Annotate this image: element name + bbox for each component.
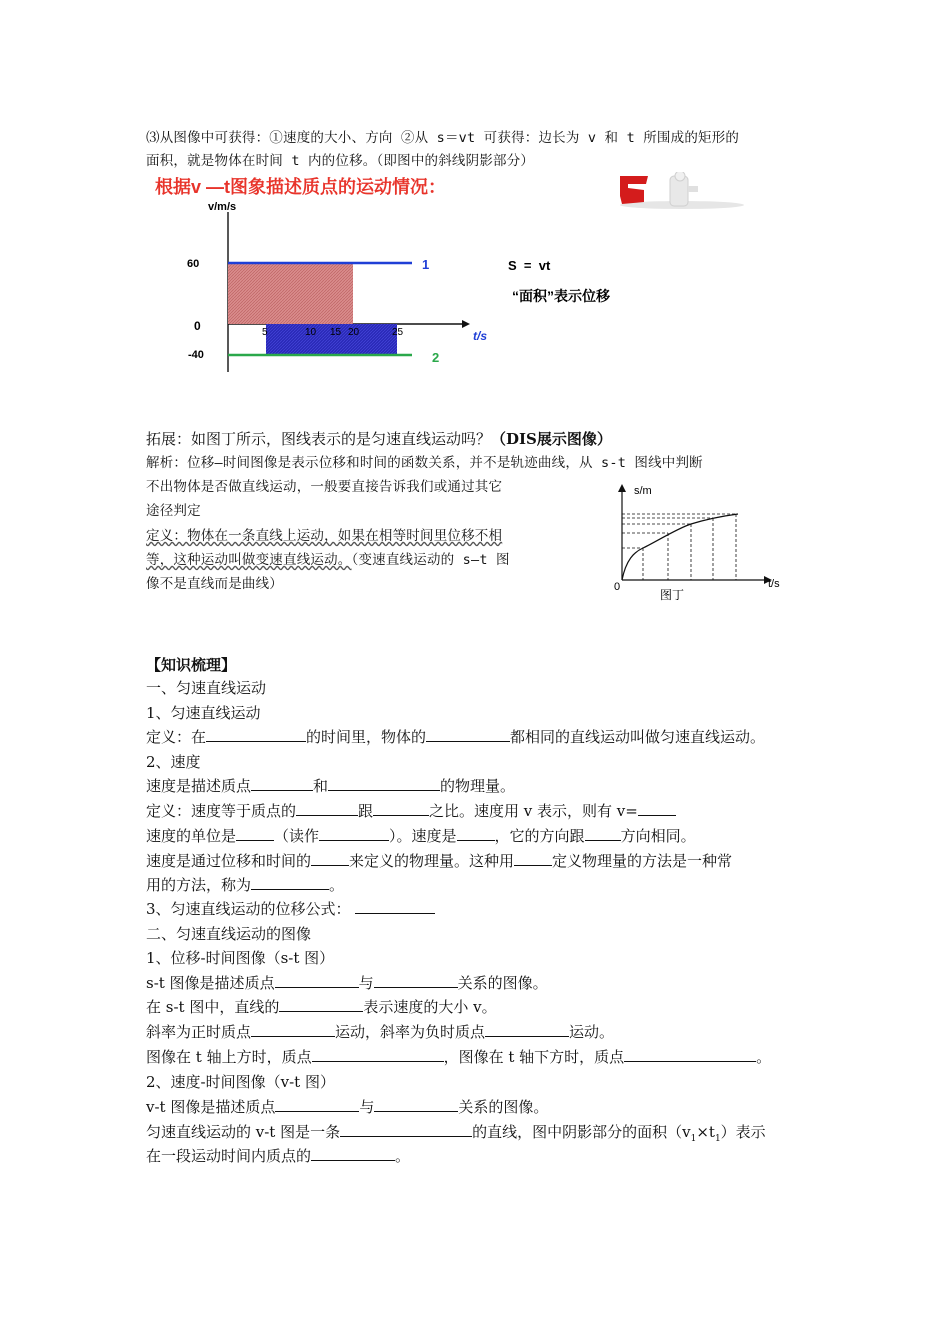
- st-origin: 0: [614, 581, 621, 593]
- speed-unit-line: 速度的单位是 （读作 ）。速度是 ，它的方向跟 方向相同。: [146, 827, 696, 845]
- vt-area-line-2: 在一段运动时间内质点的 。: [146, 1147, 411, 1165]
- blank[interactable]: [373, 800, 429, 816]
- st-caption: 图丁: [660, 588, 685, 602]
- vt-line-2-label: 2: [432, 350, 440, 365]
- vt-figure: [150, 172, 750, 382]
- blank[interactable]: [585, 825, 621, 841]
- intro-line-1: ⑶从图像中可获得：①速度的大小、方向 ②从 s＝vt 可获得：边长为 v 和 t 所围成的矩形的: [146, 130, 740, 146]
- blank[interactable]: [275, 972, 359, 988]
- vt-line-1-label: 1: [422, 257, 430, 272]
- st-desc-line: s-t 图像是描述质点 与 关系的图像。: [146, 974, 548, 992]
- blank[interactable]: [236, 825, 274, 841]
- blank[interactable]: [374, 972, 458, 988]
- vt-xtick-10: 10: [305, 327, 317, 338]
- blank[interactable]: [275, 1096, 359, 1112]
- blank[interactable]: [251, 775, 313, 791]
- extension-analysis-1: 解析：位移—时间图像是表示位移和时间的函数关系，并不是轨迹曲线，从 s-t 图线中判断: [146, 455, 703, 471]
- vt-banner: 根据v —t图象描述质点的运动情况：: [155, 177, 447, 197]
- blank[interactable]: [251, 1021, 335, 1037]
- blank[interactable]: [328, 775, 440, 791]
- section-1-1-title: 1、匀速直线运动: [146, 704, 261, 722]
- blank[interactable]: [340, 1121, 472, 1137]
- speed-via-line: 速度是通过位移和时间的 来定义的物理量。这种用 定义物理量的方法是一种常: [146, 852, 733, 870]
- knowledge-heading: 【知识梳理】: [146, 656, 237, 674]
- vt-xtick-25: 25: [392, 327, 404, 338]
- extension-definition-3: 像不是直线而是曲线）: [146, 576, 283, 592]
- axis-position-line: 图像在 t 轴上方时，质点 ，图像在 t 轴下方时，质点 。: [146, 1048, 772, 1066]
- blank[interactable]: [312, 1046, 444, 1062]
- section-1-3-line: 3、匀速直线运动的位移公式：: [146, 898, 435, 920]
- slope-sign-line: 斜率为正时质点 运动，斜率为负时质点 运动。: [146, 1023, 615, 1041]
- blank[interactable]: [624, 1046, 756, 1062]
- section-2-2-title: 2、速度-时间图像（v-t 图）: [146, 1073, 335, 1091]
- section-1-2-title: 2、速度: [146, 753, 201, 771]
- section-2-1-title: 1、位移-时间图像（s-t 图）: [146, 949, 335, 967]
- vt-ytick-neg40: -40: [188, 349, 204, 361]
- vt-xtick-20: 20: [348, 327, 360, 338]
- vt-xlabel: t/s: [473, 329, 488, 343]
- blank[interactable]: [296, 800, 358, 816]
- blank[interactable]: [374, 1096, 458, 1112]
- st-y-arrow: [618, 484, 626, 492]
- speed-def-line: 定义：速度等于质点的 跟 之比。速度用 v 表示，则有 v=: [146, 800, 676, 822]
- figure-graphic-icon: [620, 172, 744, 209]
- section-1-title: 一、匀速直线运动: [146, 679, 267, 697]
- extension-analysis-3: 途径判定: [146, 503, 201, 519]
- vt-formula: S = vt: [508, 258, 551, 273]
- extension-definition-1: 定义：物体在一条直线上运动，如果在相等时间里位移不相: [146, 528, 503, 544]
- blank[interactable]: [457, 825, 495, 841]
- extension-definition-2: 等，这种运动叫做变速直线运动。（变速直线运动的 s—t 图: [146, 552, 510, 568]
- blank[interactable]: [638, 800, 676, 816]
- blank[interactable]: [514, 850, 552, 866]
- vt-ytick-0: 0: [194, 319, 201, 333]
- blank[interactable]: [251, 874, 329, 890]
- vt-x-arrow: [462, 320, 470, 328]
- speed-desc-line: 速度是描述质点 和 的物理量。: [146, 777, 516, 795]
- extension-question: 拓展：如图丁所示，图线表示的是匀速直线运动吗？（DIS展示图像）: [146, 430, 612, 448]
- blank[interactable]: [355, 898, 435, 914]
- intro-line-2: 面积，就是物体在时间 t 内的位移。（即图中的斜线阴影部分）: [146, 153, 535, 169]
- st-ylabel: s/m: [634, 485, 652, 497]
- blank[interactable]: [206, 726, 306, 742]
- st-slope-line: 在 s-t 图中，直线的 表示速度的大小 v。: [146, 998, 497, 1016]
- section-2-title: 二、匀速直线运动的图像: [146, 925, 312, 943]
- vt-ytick-60: 60: [187, 258, 200, 270]
- blank[interactable]: [485, 1021, 569, 1037]
- vt-desc-line: v-t 图像是描述质点 与 关系的图像。: [146, 1098, 549, 1116]
- vt-ylabel: v/m/s: [208, 201, 237, 213]
- speed-via-line-2: 用的方法，称为 。: [146, 876, 345, 894]
- extension-analysis-2: 不出物体是否做直线运动，一般要直接告诉我们或通过其它: [146, 479, 503, 495]
- blank[interactable]: [319, 825, 389, 841]
- vt-area-line: 匀速直线运动的 v-t 图是一条 的直线，图中阴影部分的面积$(v_1\times t_1)$表示: [146, 1123, 766, 1144]
- blank[interactable]: [426, 726, 510, 742]
- blank[interactable]: [279, 996, 363, 1012]
- st-figure: [608, 480, 798, 605]
- vt-xtick-5: 5: [262, 327, 268, 338]
- blank[interactable]: [311, 850, 349, 866]
- st-guides: [622, 514, 736, 580]
- blank[interactable]: [311, 1145, 395, 1161]
- vt-xtick-15: 15: [330, 327, 342, 338]
- st-xlabel: t/s: [768, 578, 780, 590]
- vt-area-positive: [228, 263, 353, 324]
- vt-caption: “面积”表示位移: [512, 288, 610, 304]
- definition-line: 定义：在 的时间里，物体的 都相同的直线运动叫做匀速直线运动。: [146, 728, 766, 746]
